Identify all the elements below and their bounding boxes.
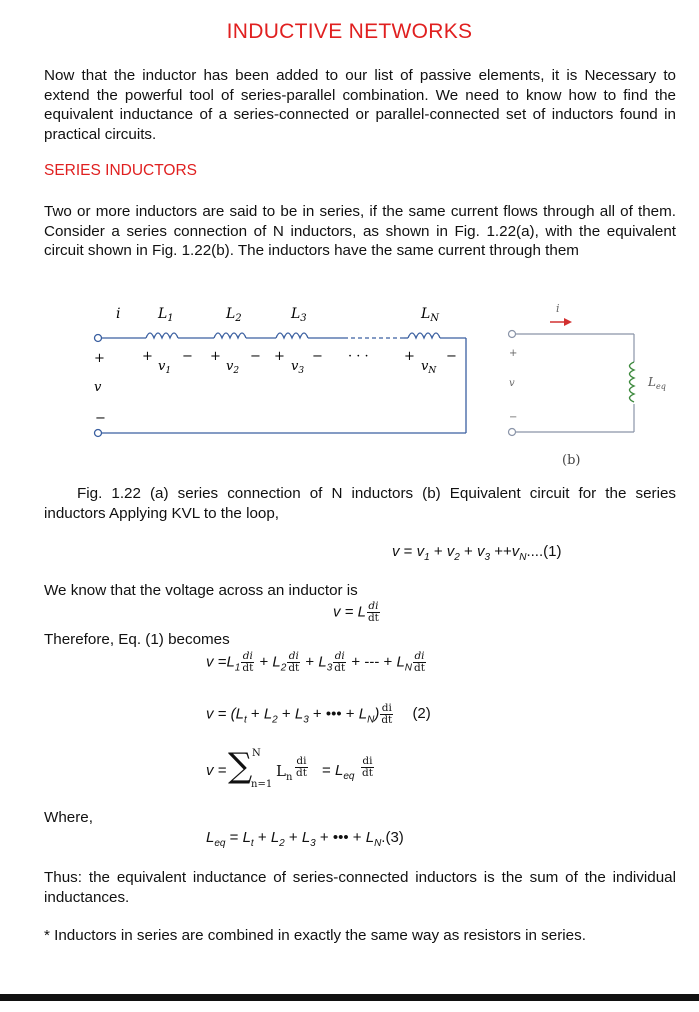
svg-text:−: − [509,412,518,423]
equation-1: $v = v_1 + v_2 + v_3 ++v_N....(1)$ [392,543,562,563]
figure-b-label: (b) [562,453,581,468]
svg-text:+: + [274,349,285,364]
svg-text:+: + [509,348,518,359]
svg-text:−: − [182,349,193,364]
svg-text:−: − [312,349,323,364]
svg-text:+: + [404,349,415,364]
thus-paragraph: Thus: the equivalent inductance of series-connected inductors is the sum of the individual inductances. [44,869,676,906]
svg-text:+: + [210,349,221,364]
inductor-equation: v = L $\frac{di}{dt}$ [333,600,379,624]
svg-text:v3: $v_3$ [291,359,305,376]
equation-2: $v = (L_t + L_2 + L_3$ + ••• + $L_N$) $\frac{di}{dt}$ (2) [206,702,431,726]
svg-text:L2: $L_2$ [226,306,242,324]
section-heading: SERIES INDUCTORS [44,162,198,179]
svg-text:v: v [509,378,515,389]
svg-text:−: − [95,411,106,426]
current-label-a: i [116,306,121,322]
svg-text:· · ·: · · · [348,349,369,364]
equivalent-circuit-diagram [500,298,680,473]
sigma-equation: v = ∑ N n=1 $L_n$ $\frac{di}{dt}$ = $L_{eq}$ $\frac{di}{dt}$ [206,746,373,790]
series-circuit-diagram [86,298,486,448]
inductor-L1 [146,333,178,338]
svg-text:+: + [142,349,153,364]
svg-text:v1: $v_1$ [158,359,172,376]
equation-3: $L_{eq} = L_t + L_2 + L_3$ + ••• + $L_N.(3)$ [206,829,404,849]
sum-equation: $v =L_1$ $\frac{di}{dt}$ + $L_2$ $\frac{di}{dt}$ + $L_3$ $\frac{di}{dt}$ + --- + $L_N$ $\frac{di}{dt}$ [206,650,425,674]
terminal-bottom [95,430,102,437]
know-text: We know that the voltage across an inductor is [44,582,358,599]
therefore-text: Therefore, Eq. (1) becomes [44,631,230,648]
intro-paragraph: Now that the inductor has been added to our list of passive elements, it is Necessary to extend the powerful tool of series-parallel combination. We need to know how to find the equivalent inductance of a series-connected or parallel-connected set of inductors found in practical circuits. [44,67,676,143]
svg-text:v2: $v_2$ [226,359,240,376]
figure-caption: Fig. 1.22 (a) series connection of N inductors (b) Equivalent circuit for the series inductors Applying KVL to the loop, [44,485,676,522]
svg-text:−: − [250,349,261,364]
note-paragraph: * Inductors in series are combined in exactly the same way as resistors in series. [44,927,586,944]
inductor-LN [408,333,440,338]
svg-text:L3: $L_3$ [291,306,307,324]
svg-text:vN: $v_N$ [421,359,437,376]
bottom-rule [0,994,699,1001]
inductor-Leq [630,362,635,402]
where-text: Where, [44,809,93,826]
svg-text:LN: $L_N$ [421,306,440,324]
current-arrow [564,318,572,326]
series-paragraph: Two or more inductors are said to be in series, if the same current flows through all of them. Consider a series connection of N inductors, as shown in Fig. 1.22(a), with the equivalent circuit shown in Fig. 1.22(b). The inductors have the same current through them [44,203,676,260]
page-title: INDUCTIVE NETWORKS [226,20,473,43]
svg-text:L1: $L_1$ [158,306,174,324]
svg-text:Leq: $L_{eq}$ [648,375,666,391]
terminal-top [95,335,102,342]
svg-text:v: v [94,380,102,395]
svg-text:−: − [446,349,457,364]
inductor-L2 [214,333,246,338]
svg-text:+: + [94,351,105,366]
inductor-L3 [276,333,308,338]
svg-text:i: i [556,302,560,315]
